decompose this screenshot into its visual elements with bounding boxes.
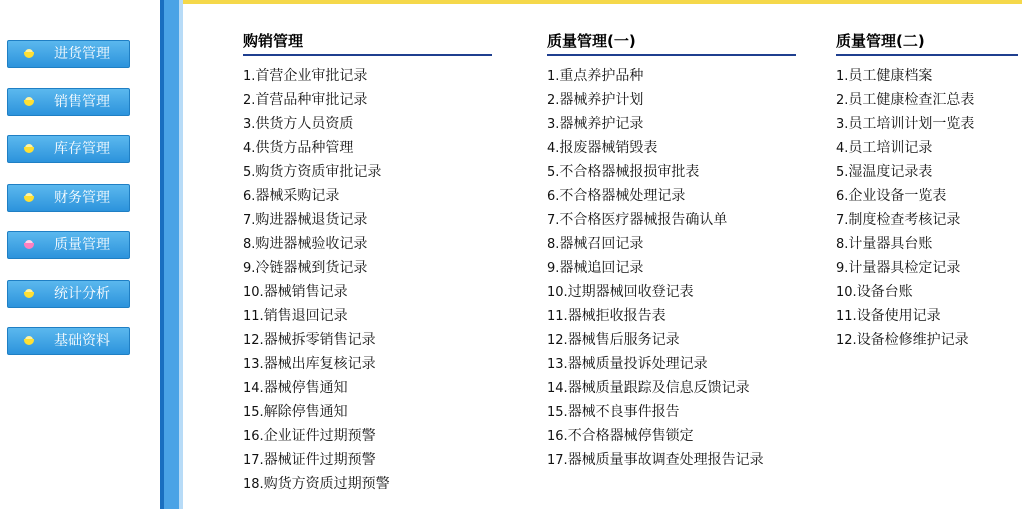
column-title: 购销管理 bbox=[243, 32, 304, 50]
column-title: 质量管理(二) bbox=[836, 32, 925, 50]
list-item-link[interactable] bbox=[243, 160, 492, 184]
nav-purchase-button[interactable] bbox=[7, 40, 130, 68]
item-label: 器械质量事故调查处理报告记录 bbox=[567, 452, 764, 468]
item-label: 器械追回记录 bbox=[559, 260, 644, 276]
item-label: 计量器具台账 bbox=[848, 236, 933, 252]
item-label: 器械证件过期预警 bbox=[263, 452, 376, 468]
link-list bbox=[836, 64, 1018, 352]
item-number: 8. bbox=[547, 237, 560, 252]
list-item-link[interactable] bbox=[243, 400, 492, 424]
list-item-link[interactable] bbox=[243, 232, 492, 256]
item-number: 13. bbox=[547, 357, 568, 372]
item-label: 设备检修维护记录 bbox=[856, 332, 969, 348]
nav-sales-button[interactable] bbox=[7, 88, 130, 116]
list-item-link[interactable] bbox=[836, 328, 1018, 352]
list-item-link[interactable] bbox=[836, 280, 1018, 304]
item-number: 6. bbox=[547, 189, 560, 204]
item-number: 11. bbox=[547, 309, 568, 324]
item-label: 设备台账 bbox=[856, 284, 913, 300]
item-label: 员工健康检查汇总表 bbox=[848, 92, 975, 108]
nav-label: 基础资料 bbox=[54, 333, 110, 349]
item-number: 5. bbox=[836, 165, 849, 180]
list-item-link[interactable] bbox=[547, 400, 796, 424]
nav-label: 质量管理 bbox=[54, 237, 110, 253]
list-item-link[interactable] bbox=[243, 352, 492, 376]
item-label: 员工培训记录 bbox=[848, 140, 933, 156]
list-item-link[interactable] bbox=[243, 424, 492, 448]
quality-management-1-column bbox=[547, 32, 796, 472]
item-number: 13. bbox=[243, 357, 264, 372]
list-item-link[interactable] bbox=[243, 472, 492, 496]
item-number: 9. bbox=[243, 261, 256, 276]
list-item-link[interactable] bbox=[243, 328, 492, 352]
item-label: 不合格器械报损审批表 bbox=[559, 164, 700, 180]
item-label: 器械拒收报告表 bbox=[567, 308, 666, 324]
item-number: 6. bbox=[836, 189, 849, 204]
nav-quality-button[interactable] bbox=[7, 231, 130, 259]
nav-label: 库存管理 bbox=[54, 141, 110, 157]
item-number: 10. bbox=[547, 285, 568, 300]
sidebar bbox=[0, 0, 160, 509]
item-label: 员工培训计划一览表 bbox=[848, 116, 975, 132]
item-label: 企业设备一览表 bbox=[848, 188, 947, 204]
item-label: 重点养护品种 bbox=[559, 68, 644, 84]
list-item-link[interactable] bbox=[547, 328, 796, 352]
item-label: 不合格器械处理记录 bbox=[559, 188, 686, 204]
item-label: 购货方资质过期预警 bbox=[263, 476, 390, 492]
item-number: 1. bbox=[836, 69, 849, 84]
list-item-link[interactable] bbox=[836, 112, 1018, 136]
item-number: 17. bbox=[243, 453, 264, 468]
list-item-link[interactable] bbox=[547, 208, 796, 232]
item-label: 器械质量跟踪及信息反馈记录 bbox=[567, 380, 750, 396]
list-item-link[interactable] bbox=[836, 256, 1018, 280]
list-item-link[interactable] bbox=[243, 112, 492, 136]
item-number: 8. bbox=[243, 237, 256, 252]
list-item-link[interactable] bbox=[836, 88, 1018, 112]
quality-management-2-column bbox=[836, 32, 1018, 352]
list-item-link[interactable] bbox=[243, 64, 492, 88]
item-number: 14. bbox=[547, 381, 568, 396]
list-item-link[interactable] bbox=[547, 448, 796, 472]
item-label: 过期器械回收登记表 bbox=[567, 284, 694, 300]
list-item-link[interactable] bbox=[547, 160, 796, 184]
bowl-icon bbox=[23, 144, 35, 154]
top-accent-bar bbox=[183, 0, 1022, 4]
list-item-link[interactable] bbox=[547, 232, 796, 256]
item-number: 5. bbox=[243, 165, 256, 180]
frame-divider[interactable] bbox=[164, 0, 179, 509]
list-item-link[interactable] bbox=[243, 88, 492, 112]
list-item-link[interactable] bbox=[547, 424, 796, 448]
item-number: 9. bbox=[547, 261, 560, 276]
item-number: 12. bbox=[836, 333, 857, 348]
list-item-link[interactable] bbox=[243, 184, 492, 208]
item-label: 首营企业审批记录 bbox=[255, 68, 368, 84]
list-item-link[interactable] bbox=[836, 304, 1018, 328]
item-label: 首营品种审批记录 bbox=[255, 92, 368, 108]
item-label: 冷链器械到货记录 bbox=[255, 260, 368, 276]
frame-divider-light bbox=[179, 0, 183, 509]
item-number: 5. bbox=[547, 165, 560, 180]
item-label: 器械出库复核记录 bbox=[263, 356, 376, 372]
column-divider bbox=[836, 54, 1018, 56]
item-number: 8. bbox=[836, 237, 849, 252]
bowl-icon bbox=[23, 193, 35, 203]
item-label: 器械不良事件报告 bbox=[567, 404, 680, 420]
item-number: 16. bbox=[243, 429, 264, 444]
item-number: 16. bbox=[547, 429, 568, 444]
item-label: 器械采购记录 bbox=[255, 188, 340, 204]
item-label: 销售退回记录 bbox=[263, 308, 348, 324]
list-item-link[interactable] bbox=[547, 88, 796, 112]
item-label: 器械召回记录 bbox=[559, 236, 644, 252]
nav-finance-button[interactable] bbox=[7, 184, 130, 212]
item-label: 湿温度记录表 bbox=[848, 164, 933, 180]
item-label: 不合格医疗器械报告确认单 bbox=[559, 212, 728, 228]
list-item-link[interactable] bbox=[547, 184, 796, 208]
item-number: 1. bbox=[547, 69, 560, 84]
nav-statistics-button[interactable] bbox=[7, 280, 130, 308]
item-label: 计量器具检定记录 bbox=[848, 260, 961, 276]
nav-label: 进货管理 bbox=[54, 46, 110, 62]
item-number: 2. bbox=[547, 93, 560, 108]
item-number: 7. bbox=[836, 213, 849, 228]
item-label: 员工健康档案 bbox=[848, 68, 933, 84]
nav-inventory-button[interactable] bbox=[7, 135, 130, 163]
item-number: 3. bbox=[243, 117, 256, 132]
item-label: 制度检查考核记录 bbox=[848, 212, 961, 228]
item-label: 器械停售通知 bbox=[263, 380, 348, 396]
item-number: 11. bbox=[243, 309, 264, 324]
item-number: 18. bbox=[243, 477, 264, 492]
purchase-sales-column bbox=[243, 32, 492, 496]
list-item-link[interactable] bbox=[836, 184, 1018, 208]
bowl-icon bbox=[23, 336, 35, 346]
item-number: 3. bbox=[547, 117, 560, 132]
nav-label: 财务管理 bbox=[54, 190, 110, 206]
item-number: 15. bbox=[547, 405, 568, 420]
list-item-link[interactable] bbox=[836, 208, 1018, 232]
list-item-link[interactable] bbox=[836, 136, 1018, 160]
item-number: 6. bbox=[243, 189, 256, 204]
item-label: 购进器械退货记录 bbox=[255, 212, 368, 228]
list-item-link[interactable] bbox=[243, 208, 492, 232]
item-label: 器械拆零销售记录 bbox=[263, 332, 376, 348]
link-list bbox=[243, 64, 492, 496]
list-item-link[interactable] bbox=[243, 376, 492, 400]
nav-label: 销售管理 bbox=[54, 94, 110, 110]
list-item-link[interactable] bbox=[243, 280, 492, 304]
list-item-link[interactable] bbox=[547, 112, 796, 136]
item-number: 14. bbox=[243, 381, 264, 396]
item-label: 器械销售记录 bbox=[263, 284, 348, 300]
item-label: 解除停售通知 bbox=[263, 404, 348, 420]
item-number: 4. bbox=[243, 141, 256, 156]
nav-label: 统计分析 bbox=[54, 286, 110, 302]
item-label: 购进器械验收记录 bbox=[255, 236, 368, 252]
link-list bbox=[547, 64, 796, 472]
item-label: 购货方资质审批记录 bbox=[255, 164, 382, 180]
list-item-link[interactable] bbox=[243, 256, 492, 280]
bowl-icon bbox=[23, 97, 35, 107]
list-item-link[interactable] bbox=[547, 352, 796, 376]
item-label: 器械质量投诉处理记录 bbox=[567, 356, 708, 372]
item-number: 7. bbox=[547, 213, 560, 228]
list-item-link[interactable] bbox=[836, 160, 1018, 184]
item-number: 10. bbox=[243, 285, 264, 300]
list-item-link[interactable] bbox=[547, 136, 796, 160]
bowl-icon bbox=[23, 240, 35, 250]
item-number: 11. bbox=[836, 309, 857, 324]
column-divider bbox=[243, 54, 492, 56]
item-number: 10. bbox=[836, 285, 857, 300]
bowl-icon bbox=[23, 289, 35, 299]
column-title: 质量管理(一) bbox=[547, 32, 636, 50]
list-item-link[interactable] bbox=[243, 136, 492, 160]
item-label: 器械养护计划 bbox=[559, 92, 644, 108]
column-divider bbox=[547, 54, 796, 56]
list-item-link[interactable] bbox=[547, 64, 796, 88]
list-item-link[interactable] bbox=[243, 448, 492, 472]
list-item-link[interactable] bbox=[547, 376, 796, 400]
bowl-icon bbox=[23, 49, 35, 59]
item-number: 17. bbox=[547, 453, 568, 468]
item-number: 2. bbox=[243, 93, 256, 108]
item-number: 3. bbox=[836, 117, 849, 132]
list-item-link[interactable] bbox=[547, 280, 796, 304]
item-label: 不合格器械停售锁定 bbox=[567, 428, 694, 444]
item-number: 15. bbox=[243, 405, 264, 420]
item-label: 设备使用记录 bbox=[856, 308, 941, 324]
item-label: 器械养护记录 bbox=[559, 116, 644, 132]
item-label: 器械售后服务记录 bbox=[567, 332, 680, 348]
item-label: 报废器械销毁表 bbox=[559, 140, 658, 156]
list-item-link[interactable] bbox=[547, 256, 796, 280]
nav-basic-data-button[interactable] bbox=[7, 327, 130, 355]
item-number: 12. bbox=[547, 333, 568, 348]
list-item-link[interactable] bbox=[243, 304, 492, 328]
item-number: 9. bbox=[836, 261, 849, 276]
list-item-link[interactable] bbox=[836, 232, 1018, 256]
item-number: 12. bbox=[243, 333, 264, 348]
item-label: 企业证件过期预警 bbox=[263, 428, 376, 444]
item-number: 1. bbox=[243, 69, 256, 84]
item-number: 2. bbox=[836, 93, 849, 108]
item-number: 4. bbox=[547, 141, 560, 156]
list-item-link[interactable] bbox=[547, 304, 796, 328]
list-item-link[interactable] bbox=[836, 64, 1018, 88]
item-number: 7. bbox=[243, 213, 256, 228]
item-label: 供货方品种管理 bbox=[255, 140, 354, 156]
item-label: 供货方人员资质 bbox=[255, 116, 354, 132]
item-number: 4. bbox=[836, 141, 849, 156]
